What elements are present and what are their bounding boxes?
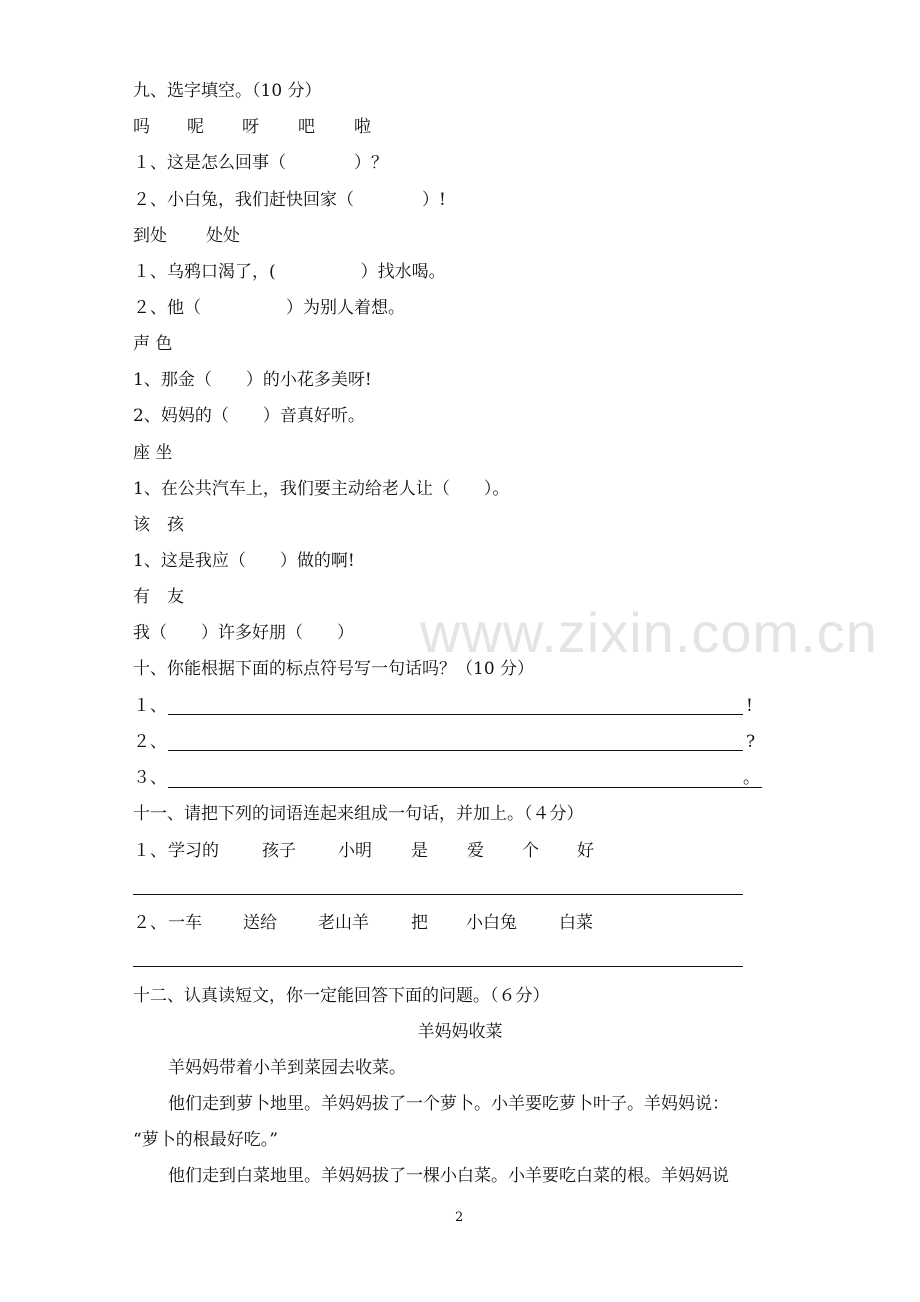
word-choices-6: 有 友: [133, 587, 184, 607]
question: 1、这是我应（ ）做的啊!: [133, 551, 355, 571]
word: 小明: [338, 841, 372, 861]
story-paragraph: 羊妈妈带着小羊到菜园去收菜。: [168, 1058, 406, 1078]
word: 个: [522, 841, 539, 861]
question: 1、那金（ ）的小花多美呀!: [133, 370, 372, 390]
word-choice: 呢: [187, 117, 204, 137]
word-choice: 吧: [298, 117, 315, 137]
question: 1、在公共汽车上，我们要主动给老人让（ ）。: [133, 479, 510, 499]
word: 好: [577, 841, 594, 861]
word: 送给: [243, 913, 277, 933]
story-paragraph: “萝卜的根最好吃。”: [133, 1130, 278, 1150]
word-choices-4: 座 坐: [133, 443, 173, 463]
answer-line[interactable]: [168, 787, 762, 788]
word-choice: 啦: [354, 117, 371, 137]
story-title: 羊妈妈收菜: [417, 1022, 503, 1042]
word: 爱: [467, 841, 484, 861]
word: 一车: [168, 913, 202, 933]
answer-line[interactable]: [133, 966, 743, 967]
answer-line[interactable]: [133, 894, 743, 895]
end-punctuation: ?: [746, 732, 756, 752]
word: 是: [411, 841, 428, 861]
row-number: ２、: [133, 913, 167, 933]
question: 2、妈妈的（ ）音真好听。: [133, 406, 365, 426]
story-paragraph: 他们走到萝卜地里。羊妈妈拔了一个萝卜。小羊要吃萝卜叶子。羊妈妈说：: [168, 1094, 729, 1114]
end-punctuation: !: [746, 696, 753, 716]
question: １、乌鸦口渴了，( ）找水喝。: [133, 262, 446, 282]
word-choices-5: 该 孩: [133, 515, 184, 535]
word: 把: [411, 913, 428, 933]
page-number: 2: [455, 1210, 464, 1225]
word-choice: 处处: [206, 226, 240, 246]
word: 白菜: [559, 913, 593, 933]
section-11-title: 十一、请把下列的词语连起来组成一句话，并加上。（４分）: [133, 804, 584, 824]
line-number: ３、: [133, 768, 167, 788]
watermark: www.zixin.com.cn: [420, 601, 878, 664]
end-punctuation: 。: [743, 768, 760, 788]
row-number: １、: [133, 841, 167, 861]
question: 我（ ）许多好朋（ ）: [133, 623, 354, 643]
word-choice: 呀: [242, 117, 259, 137]
section-10-title: 十、你能根据下面的标点符号写一句话吗？（10 分）: [133, 659, 535, 679]
answer-line[interactable]: [168, 714, 743, 715]
story-paragraph: 他们走到白菜地里。羊妈妈拔了一棵小白菜。小羊要吃白菜的根。羊妈妈说: [168, 1166, 729, 1186]
question: ２、他（ ）为别人着想。: [133, 298, 405, 318]
word: 学习的: [168, 841, 219, 861]
word-choice: 吗: [133, 117, 150, 137]
question: １、这是怎么回事（ ）？: [133, 153, 388, 173]
word-choices-3: 声 色: [133, 334, 173, 354]
answer-line[interactable]: [168, 750, 743, 751]
word: 孩子: [262, 841, 296, 861]
section-9-title: 九、选字填空。（10 分）: [133, 81, 322, 101]
line-number: １、: [133, 696, 167, 716]
word: 老山羊: [318, 913, 369, 933]
line-number: ２、: [133, 732, 167, 752]
section-12-title: 十二、认真读短文，你一定能回答下面的问题。（６分）: [133, 986, 550, 1006]
question: ２、小白兔，我们赶快回家（ ）!: [133, 190, 446, 210]
word: 小白兔: [466, 913, 517, 933]
word-choice: 到处: [133, 226, 167, 246]
